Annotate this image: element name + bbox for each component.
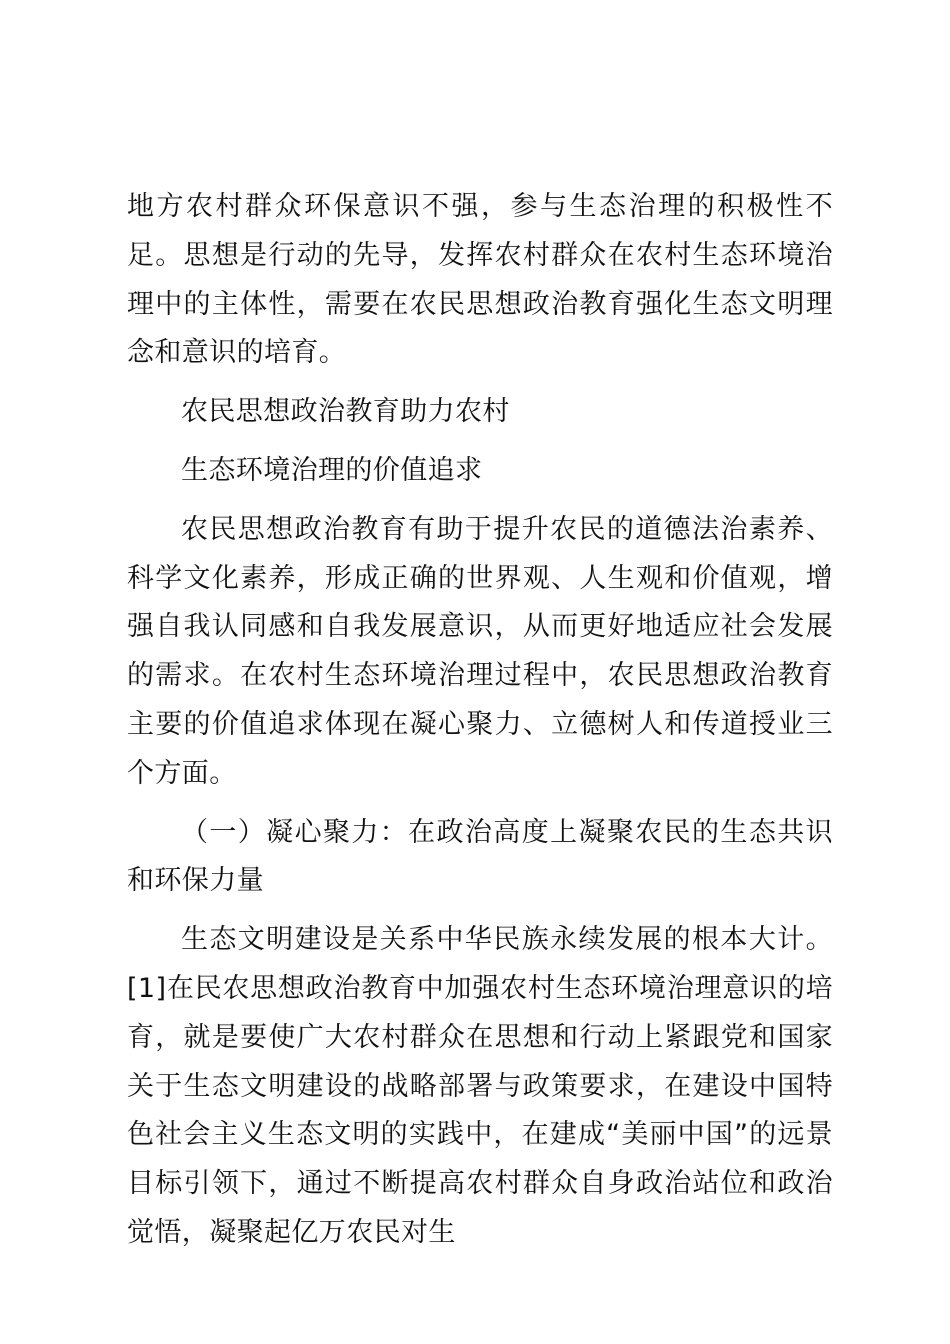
paragraph-value-pursuit: 农民思想政治教育有助于提升农民的道德法治素养、科学文化素养，形成正确的世界观、人生观和价值观，增强自我认同感和自我发展意识，从而更好地适应社会发展的需求。在农村生态环境治理过程中，农民思想政治教育主要的价值追求体现在凝心聚力、立德树人和传道授业三个方面。 xyxy=(127,513,833,789)
section-heading-line-2: 生态环境治理的价值追求 xyxy=(181,454,483,486)
subsection-heading: （一）凝心聚力：在政治高度上凝聚农民的生态共识和环保力量 xyxy=(127,816,833,897)
paragraph-continued: 地方农村群众环保意识不强，参与生态治理的积极性不足。思想是行动的先导，发挥农村群众在农村生态环境治理中的主体性，需要在农民思想政治教育强化生态文明理念和意识的培育。 xyxy=(127,191,833,369)
section-heading-line-1: 农民思想政治教育助力农村 xyxy=(181,396,510,428)
document-body xyxy=(127,183,833,1258)
paragraph-ecological-civilization: 生态文明建设是关系中华民族永续发展的根本大计。[1]在民农思想政治教育中加强农村生态环境治理意识的培育，就是要使广大农村群众在思想和行动上紧跟党和国家关于生态文明建设的战略部署与政策要求，在建设中国特色社会主义生态文明的实践中，在建成“美丽中国”的远景目标引领下，通过不断提高农村群众自身政治站位和政治觉悟，凝聚起亿万农民对生 xyxy=(127,924,833,1248)
